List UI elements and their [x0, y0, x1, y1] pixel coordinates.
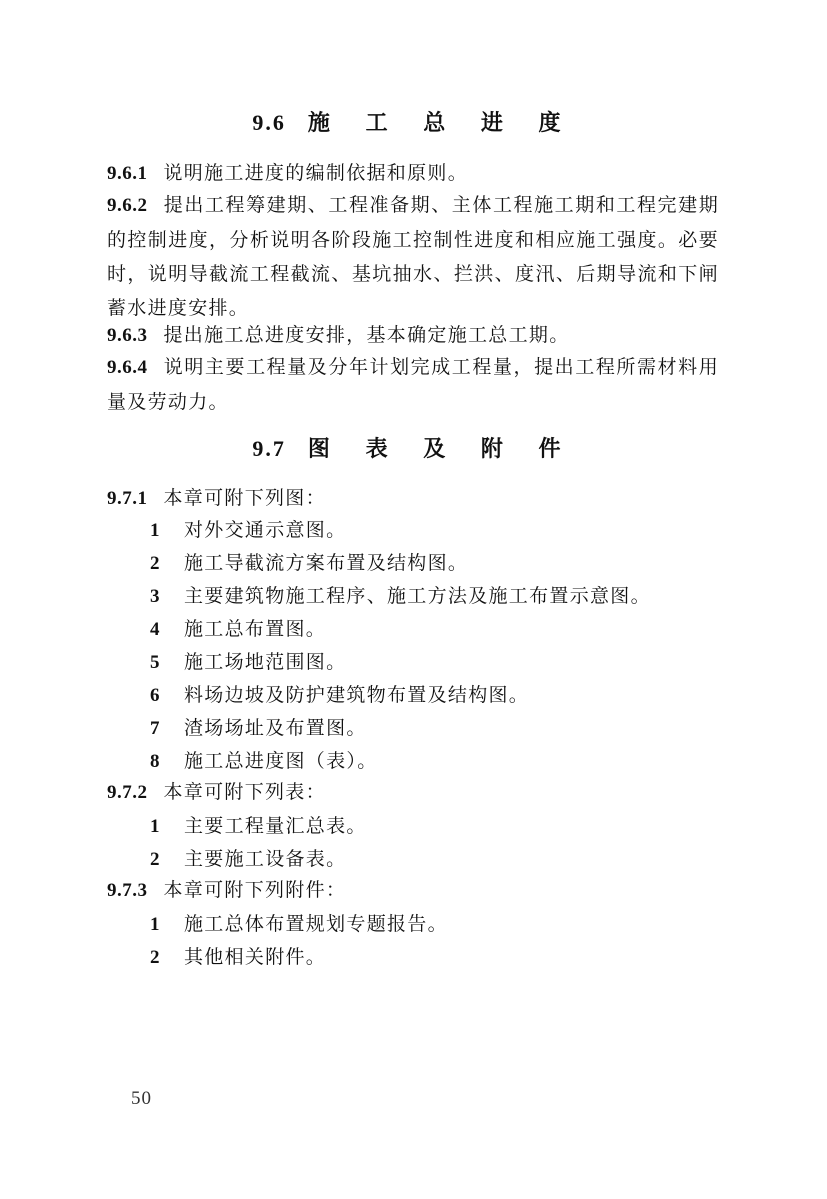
- item-text: 对外交通示意图。: [184, 519, 347, 541]
- section-title: 施 工 总 进 度: [307, 110, 575, 136]
- list-item: [150, 547, 730, 579]
- clause-text: 提出施工总进度安排，基本确定施工总工期。: [163, 324, 570, 346]
- list-item: [150, 580, 730, 612]
- list-item: [150, 679, 730, 711]
- item-number: 1: [150, 816, 161, 837]
- page-number: 50: [131, 1088, 152, 1109]
- clause-text: 本章可附下列表：: [163, 781, 326, 803]
- list-item: [150, 908, 730, 940]
- item-text: 料场边坡及防护建筑物布置及结构图。: [184, 684, 530, 706]
- list-item: [150, 745, 730, 777]
- section-number: 9.7: [252, 436, 286, 461]
- item-number: 4: [150, 619, 161, 640]
- section-title: 图 表 及 附 件: [307, 436, 575, 462]
- item-text: 施工导截流方案布置及结构图。: [184, 552, 469, 574]
- clause-text: 说明施工进度的编制依据和原则。: [163, 162, 469, 184]
- item-text: 施工总布置图。: [184, 618, 327, 640]
- clause-9-6-2: [107, 188, 719, 325]
- item-number: 8: [150, 751, 161, 772]
- section-heading-9-6: [0, 106, 827, 140]
- clause-9-6-4: [107, 350, 719, 419]
- list-item: [150, 646, 730, 678]
- clause-9-7-2: [107, 775, 719, 810]
- clause-number: 9.6.4: [107, 357, 148, 378]
- item-text: 主要建筑物施工程序、施工方法及施工布置示意图。: [184, 585, 651, 607]
- item-number: 3: [150, 586, 161, 607]
- item-number: 5: [150, 652, 161, 673]
- list-item: [150, 941, 730, 973]
- clause-text: 本章可附下列附件：: [163, 879, 347, 901]
- item-text: 施工总进度图（表）。: [184, 750, 378, 772]
- section-number: 9.6: [252, 110, 286, 135]
- clause-text: 本章可附下列图：: [163, 487, 326, 509]
- list-item: [150, 810, 730, 842]
- list-item: [150, 514, 730, 546]
- item-text: 主要工程量汇总表。: [184, 815, 367, 837]
- item-number: 1: [150, 520, 161, 541]
- item-text: 渣场场址及布置图。: [184, 717, 367, 739]
- clause-text: 说明主要工程量及分年计划完成工程量，提出工程所需材料用量及劳动力。: [107, 356, 719, 413]
- item-number: 2: [150, 947, 161, 968]
- item-number: 2: [150, 849, 161, 870]
- clause-number: 9.7.1: [107, 488, 148, 509]
- clause-9-7-3: [107, 873, 719, 908]
- clause-number: 9.6.1: [107, 163, 148, 184]
- clause-number: 9.7.2: [107, 782, 148, 803]
- section-heading-9-7: [0, 432, 827, 466]
- item-number: 7: [150, 718, 161, 739]
- clause-9-7-1: [107, 481, 719, 516]
- list-item: [150, 712, 730, 744]
- item-text: 其他相关附件。: [184, 946, 327, 968]
- clause-text: 提出工程筹建期、工程准备期、主体工程施工期和工程完建期的控制进度，分析说明各阶段施工控制性进度和相应施工强度。必要时，说明导截流工程截流、基坑抽水、拦洪、度汛、后期导流和下闸蓄水进度安排。: [107, 194, 719, 319]
- clause-9-6-3: [107, 318, 719, 353]
- item-text: 施工场地范围图。: [184, 651, 347, 673]
- item-number: 6: [150, 685, 161, 706]
- clause-number: 9.6.2: [107, 195, 148, 216]
- item-text: 主要施工设备表。: [184, 848, 347, 870]
- list-item: [150, 613, 730, 645]
- item-text: 施工总体布置规划专题报告。: [184, 913, 448, 935]
- list-item: [150, 843, 730, 875]
- clause-number: 9.6.3: [107, 325, 148, 346]
- item-number: 1: [150, 914, 161, 935]
- clause-9-6-1: [107, 156, 719, 191]
- item-number: 2: [150, 553, 161, 574]
- clause-number: 9.7.3: [107, 880, 148, 901]
